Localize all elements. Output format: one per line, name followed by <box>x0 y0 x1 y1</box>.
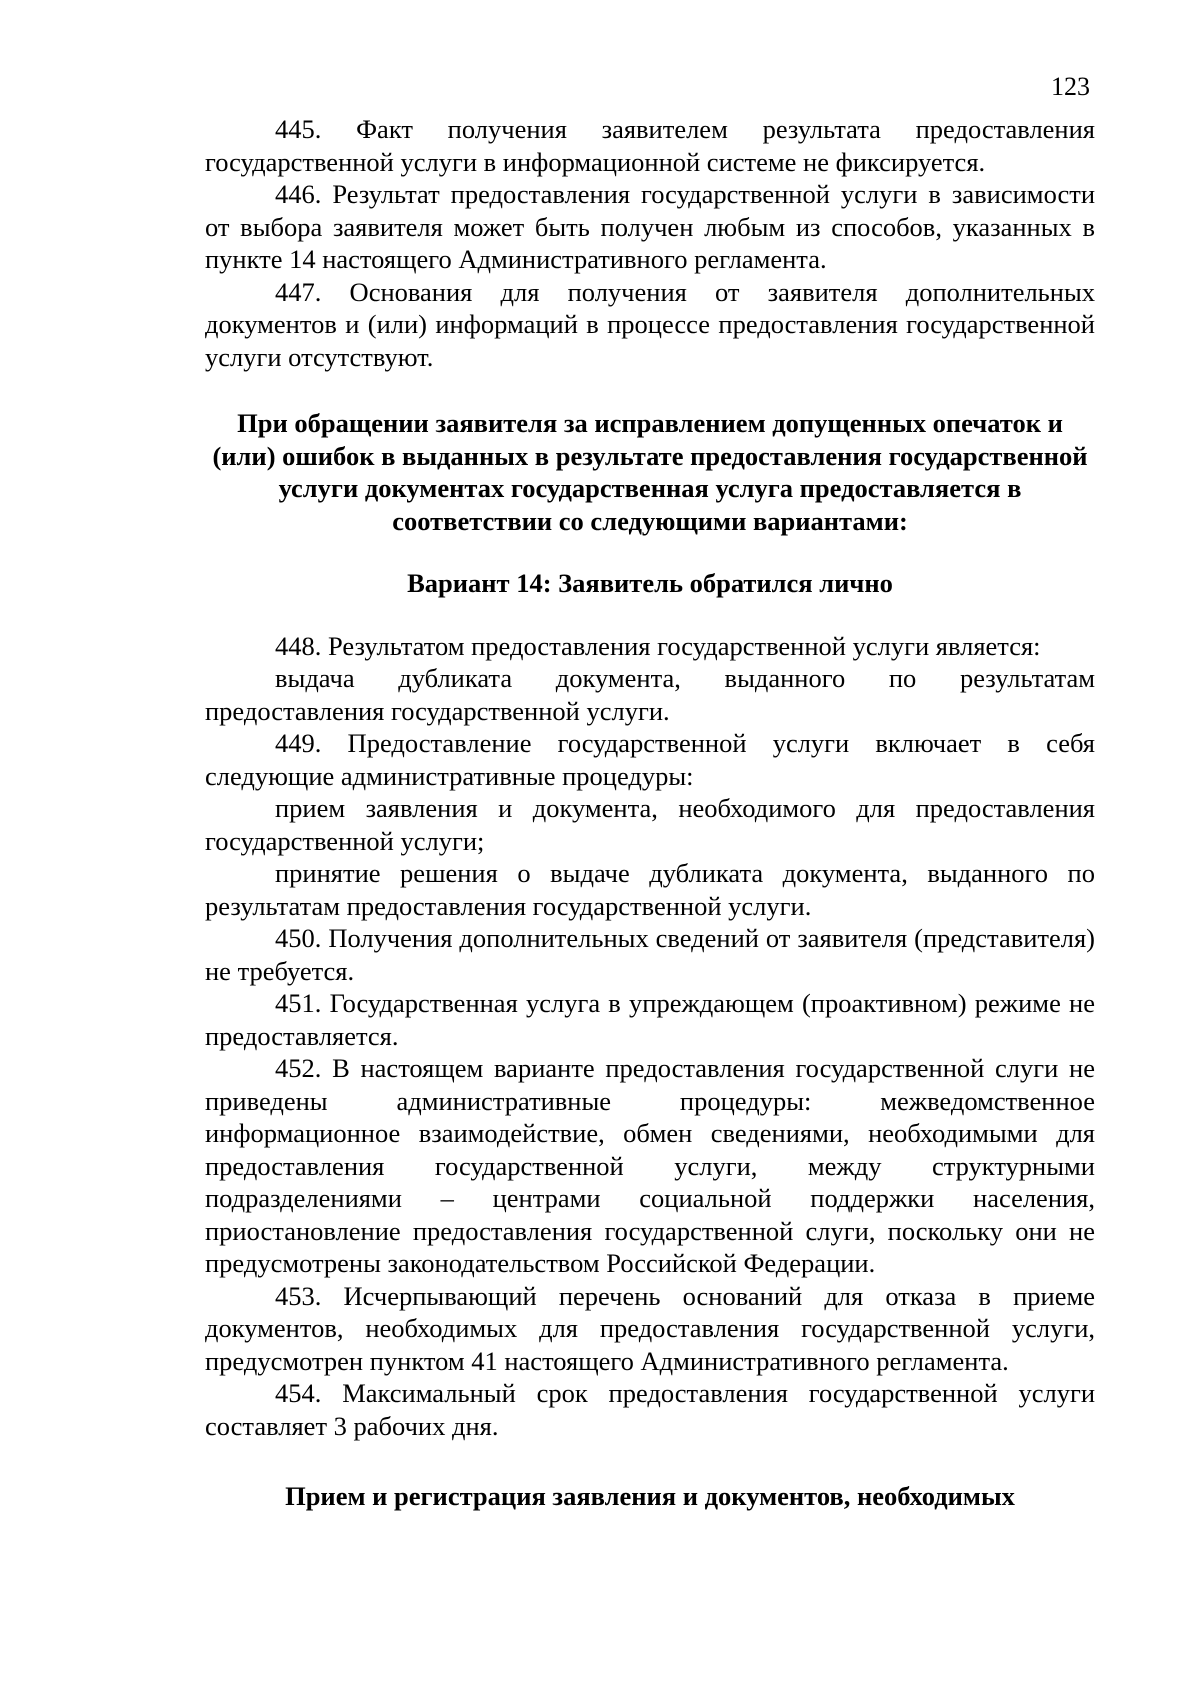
paragraph-453: 453. Исчерпывающий перечень оснований для отказа в приеме документов, необходимых для предоставления государственной услуги, предусмотрен пунктом 41 настоящего Административного регламента. <box>205 1280 1095 1376</box>
paragraph-448-item: выдача дубликата документа, выданного по результатам предоставления государственной услуги. <box>205 663 1095 726</box>
paragraph-454: 454. Максимальный срок предоставления государственной услуги составляет 3 рабочих дня. <box>205 1378 1095 1441</box>
paragraph-448: 448. Результатом предоставления государственной услуги является: <box>275 630 1041 661</box>
spacer <box>205 600 1095 630</box>
paragraph-451: 451. Государственная услуга в упреждающем (проактивном) режиме не предоставляется. <box>205 988 1095 1051</box>
section-heading-reception: Прием и регистрация заявления и документов, необходимых <box>285 1481 1015 1511</box>
paragraph-449: 449. Предоставление государственной услуги включает в себя следующие административные процедуры: <box>205 728 1095 791</box>
page-number: 123 <box>1051 72 1090 101</box>
paragraph-446: 446. Результат предоставления государственной услуги в зависимости от выбора заявителя может быть получен любым из способов, указанных в пункте 14 настоящего Административного регламента. <box>205 179 1095 274</box>
paragraph-449-item-2: принятие решения о выдаче дубликата документа, выданного по результатам предоставления государственной услуги. <box>205 858 1095 921</box>
section-heading-corrections: При обращении заявителя за исправлением допущенных опечаток и (или) ошибок в выданных в результате предоставления государственной услуги документах государственная услуга предоставляется в соответствии со следующими вариантами: <box>212 408 1088 536</box>
spacer <box>205 373 1095 407</box>
variant-heading: Вариант 14: Заявитель обратился лично <box>407 568 893 598</box>
spacer <box>205 1442 1095 1480</box>
paragraph-452: 452. В настоящем варианте предоставления государственной слуги не приведены административные процедуры: межведомственное информационное взаимодействие, обмен сведениями, необходимыми для предоставления государственной услуги, между структурными подразделениями – центрами социальной поддержки населения, приостановление предоставления государственной слуги, поскольку они не предусмотрены законодательством Российской Федерации. <box>205 1053 1095 1278</box>
page-content <box>205 113 1095 1513</box>
spacer <box>205 537 1095 567</box>
paragraph-450: 450. Получения дополнительных сведений от заявителя (представителя) не требуется. <box>205 923 1095 986</box>
paragraph-449-item-1: прием заявления и документа, необходимого для предоставления государственной услуги; <box>205 793 1095 856</box>
paragraph-447: 447. Основания для получения от заявителя дополнительных документов и (или) информаций в процессе предоставления государственной услуги отсутствуют. <box>205 276 1095 372</box>
paragraph-445: 445. Факт получения заявителем результата предоставления государственной услуги в информационной системе не фиксируется. <box>205 114 1095 177</box>
